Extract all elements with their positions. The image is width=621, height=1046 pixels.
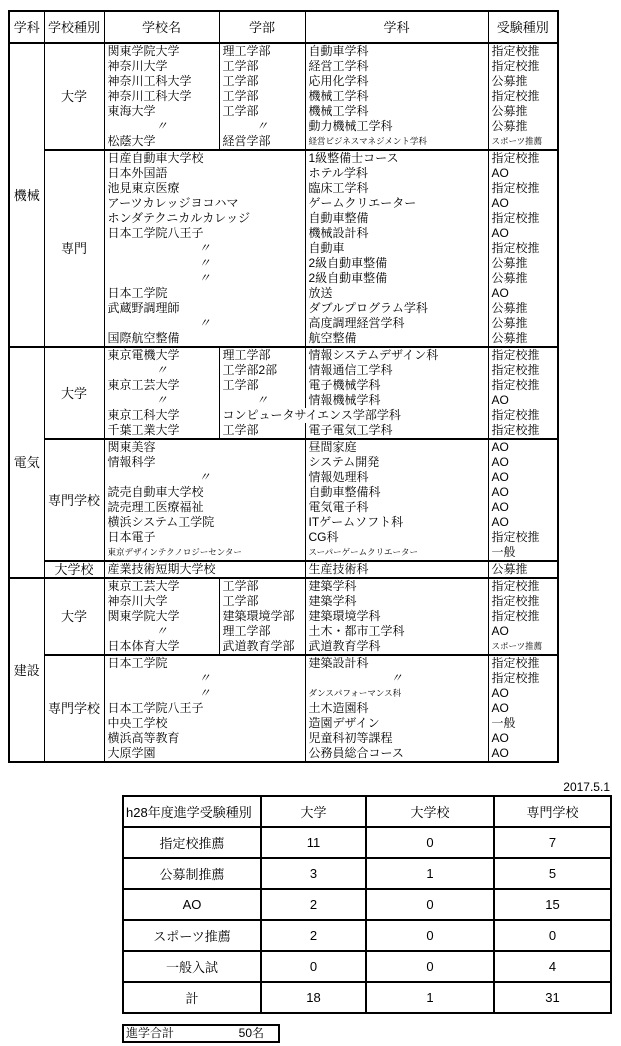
school-name-cell: 神奈川工科大学	[104, 89, 219, 104]
major-cell: 情報処理科	[305, 470, 488, 485]
summary-header-university: 大学	[261, 796, 366, 827]
major-cell: 自動車整備	[305, 211, 488, 226]
exam-type-cell: 指定校推	[488, 89, 558, 104]
exam-type-cell: AO	[488, 746, 558, 762]
summary-value-cell: 1	[366, 858, 494, 889]
summary-table	[122, 795, 612, 1014]
major-cell: 航空整備	[305, 331, 488, 347]
exam-type-cell: スポーツ推薦	[488, 639, 558, 655]
major-cell: 経営ビジネスマネジメント学科	[305, 134, 488, 150]
school-name-cell: 産業技術短期大学校	[104, 561, 305, 578]
school-name-cell: 横浜高等教育	[104, 731, 305, 746]
major-cell: 2級自動車整備	[305, 271, 488, 286]
exam-type-cell: 指定校推	[488, 609, 558, 624]
faculty-cell: 工学部	[219, 89, 305, 104]
exam-type-cell: AO	[488, 500, 558, 515]
school-name-cell: 日産自動車大学校	[104, 150, 305, 166]
school-name-cell: 東京工芸大学	[104, 378, 219, 393]
summary-row	[123, 889, 611, 920]
exam-type-cell: 公募推	[488, 119, 558, 134]
school-name-cell: 〃	[104, 256, 305, 271]
total-label: 進学合計	[126, 1026, 175, 1040]
summary-value-cell: 1	[366, 982, 494, 1013]
school-name-cell: 日本電子	[104, 530, 305, 545]
table-row	[9, 578, 558, 594]
major-cell: 生産技術科	[305, 561, 488, 578]
exam-type-cell: AO	[488, 455, 558, 470]
major-cell: 機械工学科	[305, 104, 488, 119]
faculty-cell: 工学部	[219, 578, 305, 594]
table-row	[9, 655, 558, 671]
exam-type-cell: AO	[488, 701, 558, 716]
summary-row	[123, 982, 611, 1013]
summary-value-cell: 0	[366, 827, 494, 858]
summary-value-cell: 0	[366, 889, 494, 920]
exam-type-cell: AO	[488, 196, 558, 211]
school-name-cell: 日本工学院八王子	[104, 701, 305, 716]
major-cell: 建築学科	[305, 578, 488, 594]
school-type-cell: 専門学校	[44, 439, 104, 561]
school-name-cell: 関東学院大学	[104, 43, 219, 59]
exam-type-cell: AO	[488, 286, 558, 301]
major-cell: 電子機械学科	[305, 378, 488, 393]
summary-value-cell: 2	[261, 920, 366, 951]
exam-type-cell: 指定校推	[488, 423, 558, 439]
table-row	[9, 561, 558, 578]
major-cell: 電気電子科	[305, 500, 488, 515]
major-cell: 昼間家庭	[305, 439, 488, 455]
major-cell: 〃	[305, 671, 488, 686]
school-name-cell: 日本体育大学	[104, 639, 219, 655]
school-name-cell: 神奈川工科大学	[104, 74, 219, 89]
school-name-cell: 〃	[104, 470, 305, 485]
school-name-cell: 〃	[104, 241, 305, 256]
school-name-cell: 日本外国語	[104, 166, 305, 181]
school-name-cell: 大原学園	[104, 746, 305, 762]
exam-type-cell: 指定校推	[488, 59, 558, 74]
summary-header-row	[123, 796, 611, 827]
header-school-name: 学校名	[104, 11, 219, 43]
summary-row	[123, 951, 611, 982]
exam-type-cell: 指定校推	[488, 211, 558, 226]
exam-type-cell: 指定校推	[488, 150, 558, 166]
faculty-cell: 〃	[219, 119, 305, 134]
exam-type-cell: 指定校推	[488, 363, 558, 378]
exam-type-cell: 指定校推	[488, 241, 558, 256]
faculty-cell: 工学部	[219, 74, 305, 89]
major-cell: 自動車	[305, 241, 488, 256]
major-cell: 機械設計科	[305, 226, 488, 241]
faculty-major-cell: コンピュータサイエンス学部学科	[219, 408, 488, 423]
major-cell: 機械工学科	[305, 89, 488, 104]
school-name-cell: 東海大学	[104, 104, 219, 119]
major-cell: 建築環境学科	[305, 609, 488, 624]
exam-type-cell: AO	[488, 485, 558, 500]
total-value: 50名	[238, 1026, 264, 1040]
major-cell: 臨床工学科	[305, 181, 488, 196]
faculty-cell: 理工学部	[219, 347, 305, 363]
exam-type-cell: AO	[488, 515, 558, 530]
summary-value-cell: 0	[366, 920, 494, 951]
summary-header-vocational: 専門学校	[494, 796, 611, 827]
major-cell: 1級整備士コース	[305, 150, 488, 166]
school-name-cell: 日本工学院	[104, 655, 305, 671]
summary-value-cell: 15	[494, 889, 611, 920]
faculty-cell: 工学部	[219, 59, 305, 74]
major-cell: ゲームクリエーター	[305, 196, 488, 211]
faculty-cell: 〃	[219, 393, 305, 408]
major-cell: 児童科初等課程	[305, 731, 488, 746]
department-cell: 機械	[9, 43, 44, 347]
summary-label-cell: 一般入試	[123, 951, 261, 982]
table-row	[9, 439, 558, 455]
school-name-cell: 東京工科大学	[104, 408, 219, 423]
major-cell: 自動車整備科	[305, 485, 488, 500]
school-name-cell: 東京デザインテクノロジーセンター	[104, 545, 305, 561]
school-name-cell: 〃	[104, 316, 305, 331]
school-name-cell: 東京工芸大学	[104, 578, 219, 594]
header-exam-type: 受験種別	[488, 11, 558, 43]
exam-type-cell: 公募推	[488, 74, 558, 89]
major-cell: 造園デザイン	[305, 716, 488, 731]
exam-type-cell: 公募推	[488, 104, 558, 119]
major-cell: 武道教育学科	[305, 639, 488, 655]
major-cell: 放送	[305, 286, 488, 301]
school-name-cell: 〃	[104, 363, 219, 378]
school-name-cell: 読売自動車大学校	[104, 485, 305, 500]
department-cell: 建設	[9, 578, 44, 762]
exam-type-cell: AO	[488, 624, 558, 639]
exam-type-cell: AO	[488, 226, 558, 241]
admissions-table	[8, 10, 559, 763]
header-department: 学科	[9, 11, 44, 43]
major-cell: ホテル学科	[305, 166, 488, 181]
summary-value-cell: 2	[261, 889, 366, 920]
exam-type-cell: AO	[488, 393, 558, 408]
major-cell: 土木造園科	[305, 701, 488, 716]
summary-value-cell: 18	[261, 982, 366, 1013]
school-name-cell: 関東学院大学	[104, 609, 219, 624]
exam-type-cell: AO	[488, 166, 558, 181]
major-cell: 情報システムデザイン科	[305, 347, 488, 363]
summary-label-cell: 指定校推薦	[123, 827, 261, 858]
school-name-cell: 松蔭大学	[104, 134, 219, 150]
major-cell: 情報通信工学科	[305, 363, 488, 378]
report-date: 2017.5.1	[563, 780, 610, 794]
summary-value-cell: 4	[494, 951, 611, 982]
exam-type-cell: 指定校推	[488, 578, 558, 594]
major-cell: スーパーゲームクリエーター	[305, 545, 488, 561]
exam-type-cell: 指定校推	[488, 671, 558, 686]
major-cell: 経営工学科	[305, 59, 488, 74]
major-cell: 応用化学科	[305, 74, 488, 89]
major-cell: 電子電気工学科	[305, 423, 488, 439]
school-type-cell: 大学	[44, 347, 104, 439]
exam-type-cell: 公募推	[488, 271, 558, 286]
faculty-cell: 工学部	[219, 104, 305, 119]
exam-type-cell: 公募推	[488, 316, 558, 331]
school-name-cell: 〃	[104, 624, 219, 639]
header-school-type: 学校種別	[44, 11, 104, 43]
school-name-cell: 〃	[104, 393, 219, 408]
school-name-cell: 日本工学院八王子	[104, 226, 305, 241]
summary-row	[123, 920, 611, 951]
faculty-cell: 工学部	[219, 423, 305, 439]
department-cell: 電気	[9, 347, 44, 578]
exam-type-cell: 指定校推	[488, 347, 558, 363]
exam-type-cell: 公募推	[488, 256, 558, 271]
summary-value-cell: 0	[494, 920, 611, 951]
major-cell: 土木・都市工学科	[305, 624, 488, 639]
table-row	[9, 43, 558, 59]
school-name-cell: 神奈川大学	[104, 594, 219, 609]
school-name-cell: 読売理工医療福祉	[104, 500, 305, 515]
exam-type-cell: AO	[488, 731, 558, 746]
exam-type-cell: 公募推	[488, 331, 558, 347]
major-cell: 動力機械工学科	[305, 119, 488, 134]
exam-type-cell: 指定校推	[488, 530, 558, 545]
summary-value-cell: 3	[261, 858, 366, 889]
major-cell: 2級自動車整備	[305, 256, 488, 271]
school-name-cell: 武蔵野調理師	[104, 301, 305, 316]
admissions-header-row	[9, 11, 558, 43]
school-name-cell: 〃	[104, 271, 305, 286]
header-faculty: 学部	[219, 11, 305, 43]
exam-type-cell: 公募推	[488, 301, 558, 316]
exam-type-cell: 指定校推	[488, 594, 558, 609]
exam-type-cell: 一般	[488, 545, 558, 561]
table-row	[9, 150, 558, 166]
summary-label-cell: AO	[123, 889, 261, 920]
faculty-cell: 工学部	[219, 378, 305, 393]
major-cell: 情報機械学科	[305, 393, 488, 408]
faculty-cell: 工学部2部	[219, 363, 305, 378]
major-cell: 高度調理経営学科	[305, 316, 488, 331]
major-cell: ITゲームソフト科	[305, 515, 488, 530]
total-box	[122, 1024, 280, 1043]
exam-type-cell: スポーツ推薦	[488, 134, 558, 150]
table-row	[9, 347, 558, 363]
summary-value-cell: 31	[494, 982, 611, 1013]
exam-type-cell: 一般	[488, 716, 558, 731]
faculty-cell: 武道教育学部	[219, 639, 305, 655]
admissions-table-body	[9, 43, 558, 762]
summary-table-body	[123, 827, 611, 1013]
school-type-cell: 専門学校	[44, 655, 104, 762]
school-type-cell: 大学校	[44, 561, 104, 578]
exam-type-cell: 指定校推	[488, 43, 558, 59]
school-name-cell: 神奈川大学	[104, 59, 219, 74]
school-type-cell: 大学	[44, 43, 104, 150]
exam-type-cell: AO	[488, 470, 558, 485]
school-name-cell: アーツカレッジヨコハマ	[104, 196, 305, 211]
summary-value-cell: 11	[261, 827, 366, 858]
summary-label-cell: 公募制推薦	[123, 858, 261, 889]
major-cell: 建築設計科	[305, 655, 488, 671]
school-name-cell: 〃	[104, 119, 219, 134]
school-name-cell: ホンダテクニカルカレッジ	[104, 211, 305, 226]
major-cell: CG科	[305, 530, 488, 545]
school-name-cell: 横浜システム工学院	[104, 515, 305, 530]
summary-header-college: 大学校	[366, 796, 494, 827]
faculty-cell: 理工学部	[219, 43, 305, 59]
school-name-cell: 国際航空整備	[104, 331, 305, 347]
school-name-cell: 日本工学院	[104, 286, 305, 301]
school-name-cell: 関東美容	[104, 439, 305, 455]
school-name-cell: 〃	[104, 671, 305, 686]
major-cell: 公務員総合コース	[305, 746, 488, 762]
summary-label-cell: スポーツ推薦	[123, 920, 261, 951]
exam-type-cell: AO	[488, 439, 558, 455]
school-name-cell: 情報科学	[104, 455, 305, 470]
major-cell: 建築学科	[305, 594, 488, 609]
school-name-cell: 池見東京医療	[104, 181, 305, 196]
faculty-cell: 建築環境学部	[219, 609, 305, 624]
major-cell: ダブルプログラム学科	[305, 301, 488, 316]
school-name-cell: 〃	[104, 686, 305, 701]
exam-type-cell: 公募推	[488, 561, 558, 578]
major-cell: ダンスパフォーマンス科	[305, 686, 488, 701]
exam-type-cell: 指定校推	[488, 655, 558, 671]
school-type-cell: 大学	[44, 578, 104, 655]
faculty-cell: 経営学部	[219, 134, 305, 150]
summary-value-cell: 0	[261, 951, 366, 982]
exam-type-cell: AO	[488, 686, 558, 701]
school-name-cell: 東京電機大学	[104, 347, 219, 363]
summary-value-cell: 5	[494, 858, 611, 889]
school-name-cell: 中央工学校	[104, 716, 305, 731]
summary-label-cell: 計	[123, 982, 261, 1013]
faculty-cell: 工学部	[219, 594, 305, 609]
summary-row	[123, 827, 611, 858]
major-cell: 自動車学科	[305, 43, 488, 59]
faculty-cell: 理工学部	[219, 624, 305, 639]
exam-type-cell: 指定校推	[488, 408, 558, 423]
summary-header-exam-type: h28年度進学受験種別	[123, 796, 261, 827]
header-major: 学科	[305, 11, 488, 43]
exam-type-cell: 指定校推	[488, 181, 558, 196]
summary-value-cell: 0	[366, 951, 494, 982]
major-cell: システム開発	[305, 455, 488, 470]
summary-value-cell: 7	[494, 827, 611, 858]
school-type-cell: 専門	[44, 150, 104, 347]
school-name-cell: 千葉工業大学	[104, 423, 219, 439]
summary-row	[123, 858, 611, 889]
exam-type-cell: 指定校推	[488, 378, 558, 393]
